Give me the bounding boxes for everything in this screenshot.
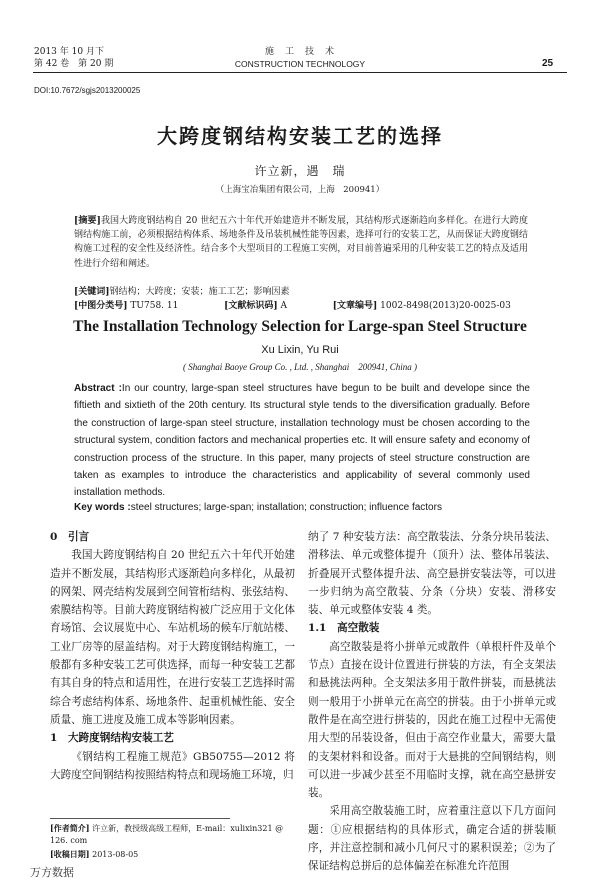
keywords-cn — [74, 285, 528, 299]
footnote-received-label: [收稿日期] — [50, 849, 90, 859]
doc-code-value: A — [280, 301, 288, 311]
abstract-en-label: Abstract : — [74, 383, 122, 394]
journal-name-en: CONSTRUCTION TECHNOLOGY — [234, 59, 366, 69]
article-title-en: The Installation Technology Selection for Large-span Steel Structure — [73, 318, 527, 335]
volume-issue: 第 42 卷 第 20 期 — [34, 59, 114, 69]
keywords-cn-label: [关键词] — [74, 287, 110, 297]
abstract-en-text: In our country, large-span steel structures have begun to be built and develope since the fiftieth and sixtieth of the 20th century. Its structural style tends to the diversification gradually. Before the construction of large-span steel structure, installation technology must be chosen according to the structural system, condition factors and mechanical properties etc. It will ensure safety and economy of construction process of the structure. In this paper, many projects of steel structure construction are taken as examples to introduce the characteristics and applicability of several commonly used installation methods. — [74, 383, 530, 499]
left-column — [50, 528, 295, 784]
footnote-author — [50, 822, 298, 847]
section-0-paragraph: 我国大跨度钢结构自 20 世纪五六十年代开始建造并不断发展，其结构形式逐渐趋向多样化，从最初的网架、网壳结构发展到空间管桁结构、张弦结构、索膜结构等。目前大跨度钢结构被广泛应用于文化体育场馆、会议展览中心、车站机场的候车厅航站楼、工业厂房等的屋盖结构。对于大跨度钢结构施工，一般都有多种安装工艺可供选择，而每一种安装工艺都有其自身的特点和适用性，在进行安装工艺选择时需综合考虑结构体系、场地条件、起重机械性能、安全质量、施工进度及施工成本等影响因素。 — [50, 549, 295, 726]
journal-name-cn: 施 工 技 术 — [264, 47, 335, 57]
abstract-cn-text: 我国大跨度钢结构自 20 世纪五六十年代开始建造并不断发展，其结构形式逐渐趋向多样化。在进行大跨度钢结构施工前，必须根据结构体系、场地条件及吊装机械性能等因素，选择可行的安装工艺，从而保证大跨度钢结构施工过程的安全性及经济性。结合多个大型项目的工程施工实例，对目前普遍采用的几种安装工艺的特点及适用性进行介绍和阐述。 — [74, 216, 528, 269]
abstract-en — [74, 380, 530, 502]
article-no-label: [文章编号] — [332, 301, 378, 311]
keywords-cn-text: 钢结构；大跨度；安装；施工工艺；影响因素 — [109, 287, 290, 297]
doc-code-label: [文献标识码] — [224, 301, 278, 311]
watermark: 万方数据 — [30, 866, 74, 879]
footnote-received-text: 2013-08-05 — [92, 850, 139, 859]
keywords-en-label: Key words : — [74, 502, 131, 513]
right-paragraph-3: 采用高空散装施工时，应着重注意以下几方面问题：①应根据结构的具体形式，确定合适的拼装顺序，并注意控制和减小几何尺寸的累积误差；②为了保证结构总拼后的总体偏差在标准允许范围 — [308, 805, 556, 873]
right-paragraph-1: 纳了 7 种安装方法：高空散装法、分条分块吊装法、滑移法、单元或整体提升（顶升）法、整体吊装法、折叠展开式整体提升法、高空悬拼安装法等，可以进一步归纳为高空散装、分条（分块）安装、滑移安装、单元或整体安装 4 类。 — [308, 531, 556, 617]
footnote-author-text: 许立新，教授级高级工程师，E-mail：xulixin321 @ 126. com — [50, 824, 284, 845]
clc-value: TU758. 11 — [130, 301, 179, 311]
footnote-received — [50, 848, 298, 861]
keywords-en-text: steel structures; large-span; installation; construction; influence factors — [130, 502, 442, 513]
doi: DOI:10.7672/sgjs2013200025 — [34, 86, 141, 95]
abstract-cn-label: [摘要] — [74, 216, 101, 226]
issue-date: 2013 年 10 月下 — [34, 47, 104, 57]
classification-row — [74, 299, 544, 313]
section-0-heading: 0 引言 — [50, 531, 90, 543]
authors-cn: 许立新，遇 瑞 — [254, 164, 346, 178]
right-paragraph-2: 高空散装是将小拼单元或散件（单根杆件及单个节点）直接在设计位置进行拼装的方法，有全支架法和悬挑法两种。全支架法多用于散件拼装，而悬挑法则一般用于小拼单元在高空的拼装。由于小拼单元或散件是在高空进行拼装的，因此在施工过程中无需使用大型的吊装设备，但由于高空作业量大，需要大量的支架材料和设备。而对于大悬挑的空间钢结构，则可以进一步减少甚至不用临时支撑，就在高空悬拼安装。 — [308, 640, 556, 800]
abstract-cn — [74, 214, 528, 271]
right-column — [308, 528, 556, 876]
affiliation-cn: （上海宝冶集团有限公司，上海 200941） — [215, 185, 385, 195]
header-rule — [33, 72, 567, 73]
section-1-paragraph: 《钢结构工程施工规范》GB50755—2012 将大跨度空间钢结构按照结构特点和现场施工环境，归 — [50, 750, 295, 781]
article-no-value: 1002-8498(2013)20-0025-03 — [380, 301, 511, 311]
page-number: 25 — [542, 58, 554, 69]
section-1-1-heading: 1.1 高空散装 — [308, 622, 380, 635]
clc-label: [中图分类号] — [74, 301, 128, 311]
authors-en: Xu Lixin, Yu Rui — [261, 344, 339, 356]
footnote-author-label: [作者简介] — [50, 823, 90, 833]
article-title-cn: 大跨度钢结构安装工艺的选择 — [157, 124, 443, 148]
section-1-heading: 1 大跨度钢结构安装工艺 — [50, 732, 174, 745]
keywords-en — [74, 502, 530, 513]
affiliation-en: ( Shanghai Baoye Group Co. , Ltd. , Shanghai 200941, China ) — [183, 362, 417, 372]
footnote-rule — [50, 818, 230, 819]
